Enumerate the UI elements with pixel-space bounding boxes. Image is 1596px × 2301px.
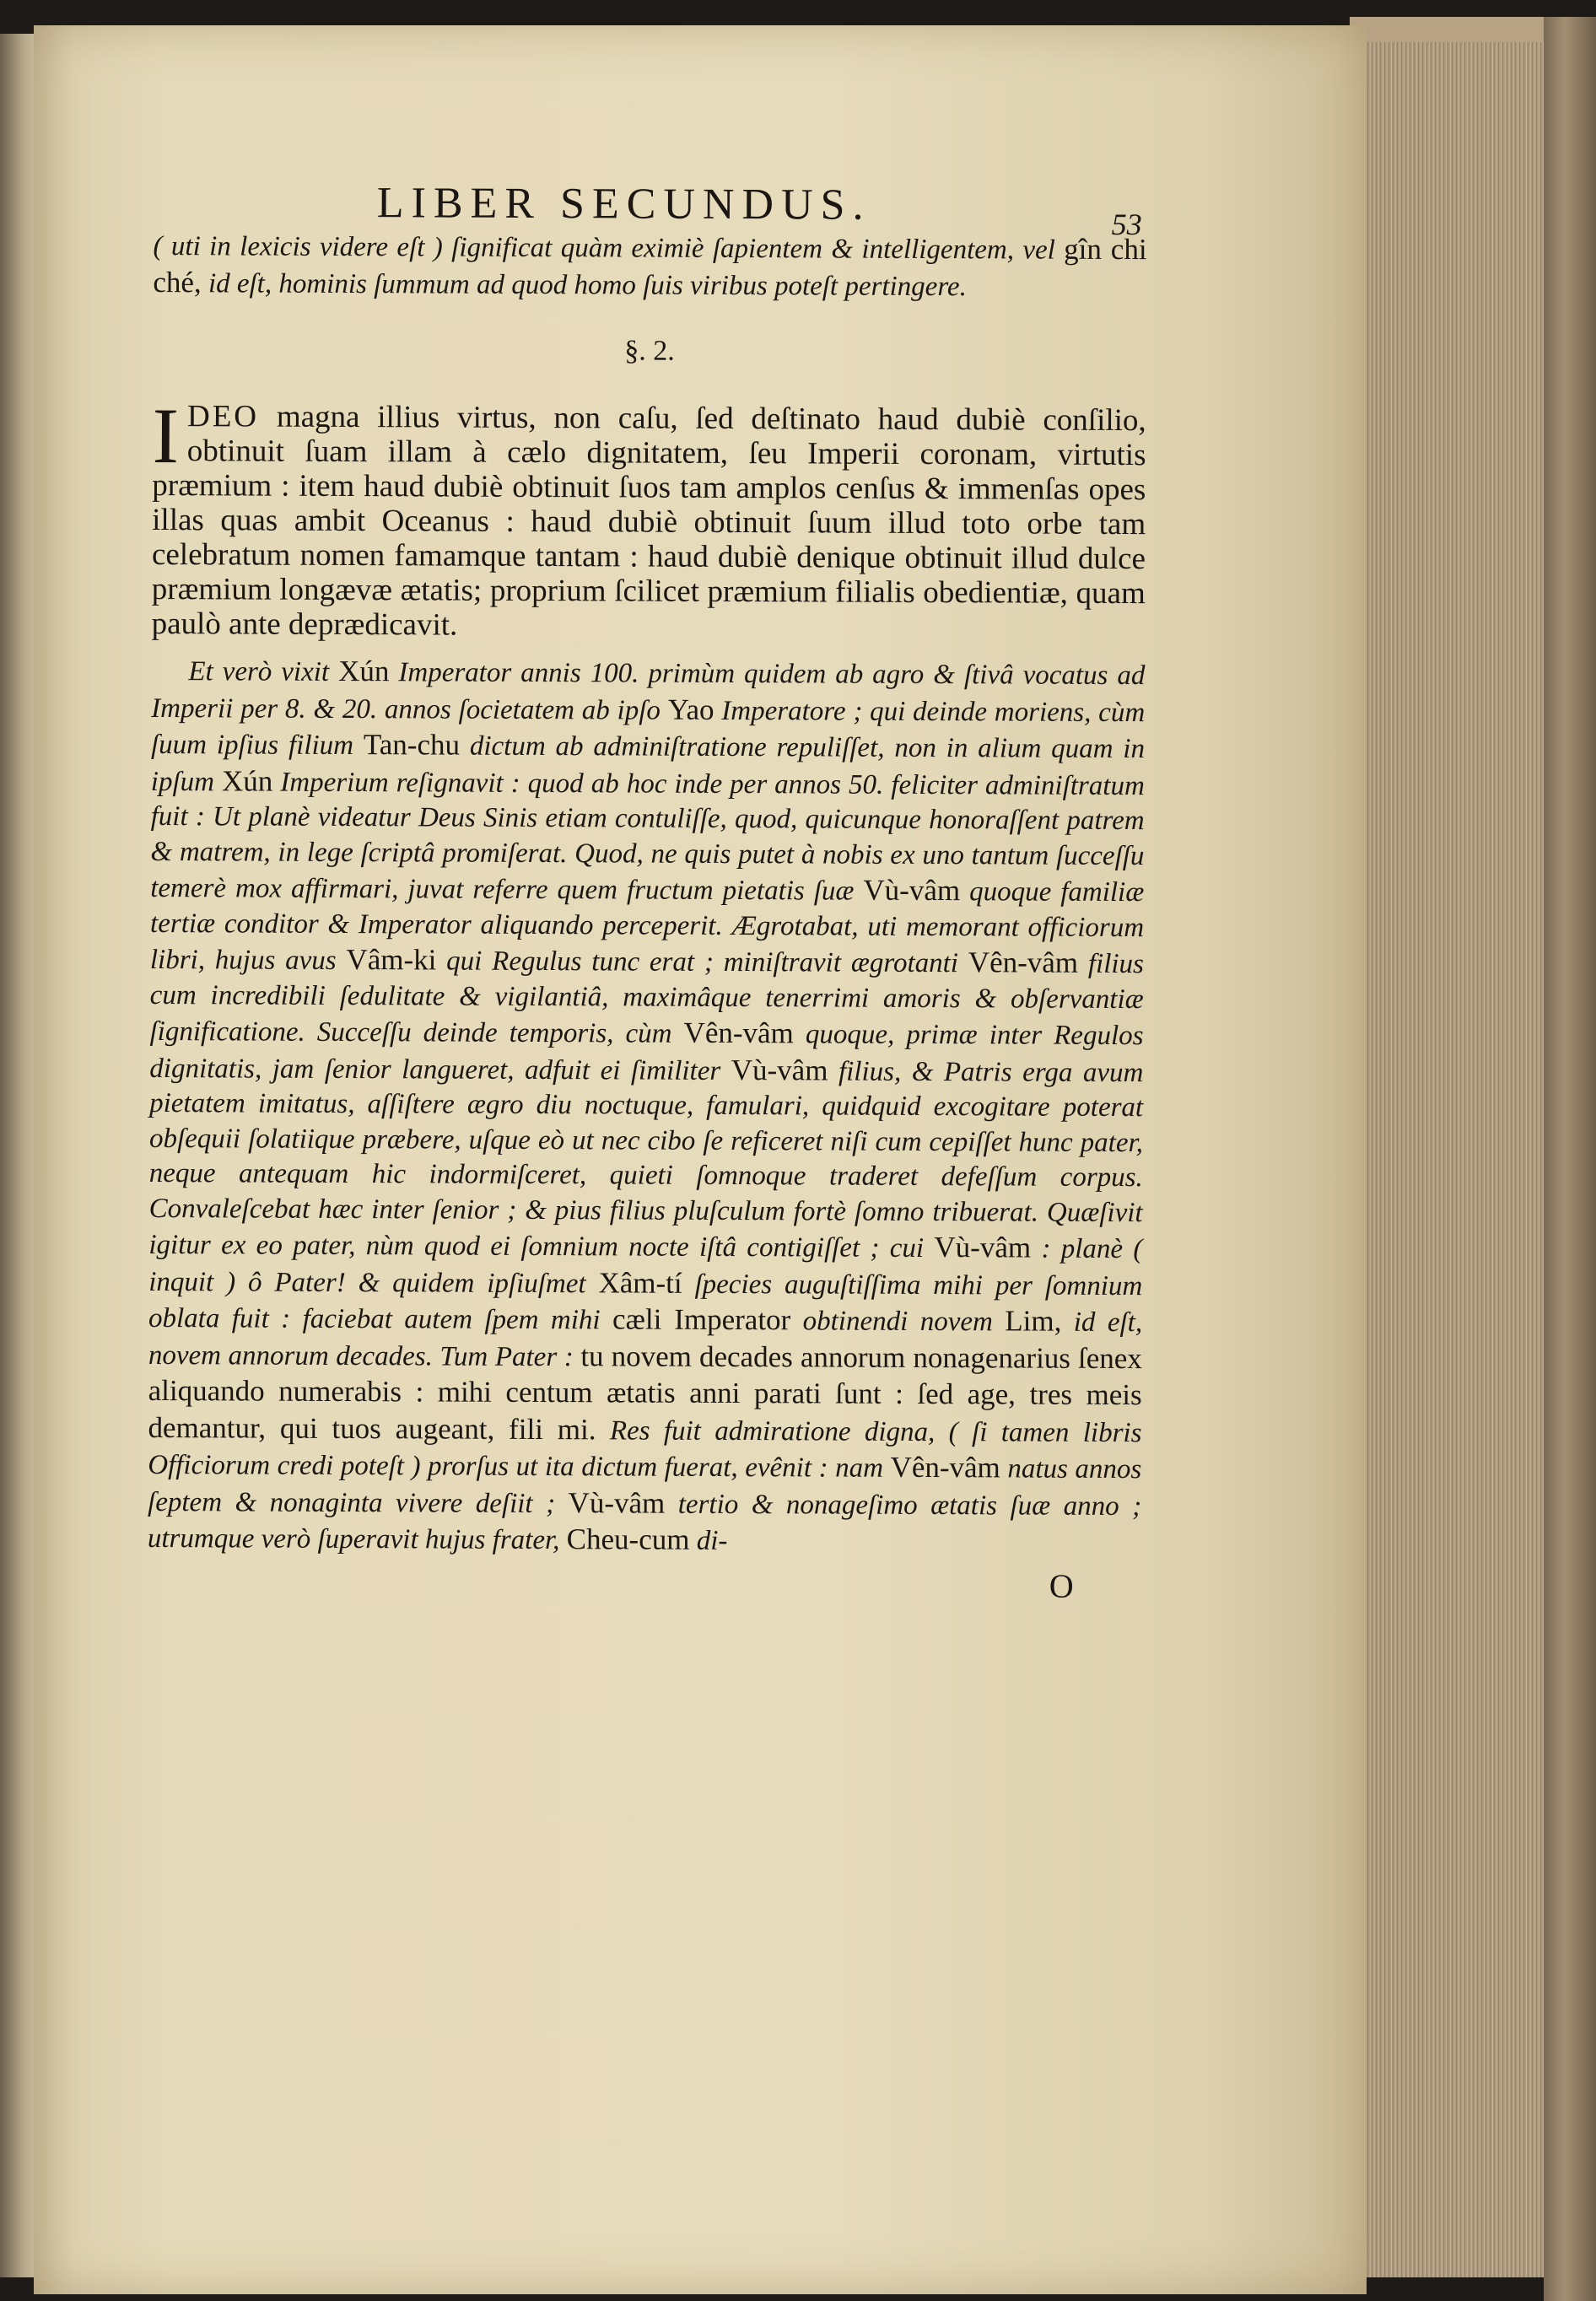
chinese-name: Xún xyxy=(338,654,390,688)
chinese-name: Xún xyxy=(221,763,273,798)
chinese-name: Tan-chu xyxy=(363,728,461,762)
text-run: Et verò vixit xyxy=(188,656,330,687)
chinese-name: Vên-vâm xyxy=(890,1450,1000,1485)
text-run: tertio & nonageſimo ætatis ſuæ anno ; utrumque verò ſuperavit hujus frater, xyxy=(147,1489,1142,1556)
chinese-name: Xâm-tí xyxy=(598,1265,682,1300)
chinese-name: Vù-vâm xyxy=(934,1231,1032,1264)
chinese-name: Vù-vâm xyxy=(568,1485,666,1520)
text-run: obtinendi novem xyxy=(802,1306,993,1338)
roman-phrase: cæli Imperator xyxy=(612,1302,791,1337)
chinese-name: Vên-vâm xyxy=(968,946,1079,979)
initial-caps: DEO xyxy=(186,399,260,434)
text-run: Imperator annis 100. primùm quidem ab agro & ſtivâ vocatus ad Imperii per 8. & 20. annos ſocietatem ab ipſo xyxy=(151,657,1146,726)
text-run: Imperatore ; qui deinde moriens, cùm ſuum ipſius filium xyxy=(150,695,1146,762)
continuation-text: id eſt, hominis ſummum ad quod homo ſuis viribus poteſt pertingere. xyxy=(208,267,967,302)
text-run: id eſt, novem annorum decades. Tum Pater : xyxy=(148,1307,1143,1372)
chinese-name: Vên-vâm xyxy=(683,1016,794,1050)
text-block xyxy=(148,169,1147,1606)
paragraph-1-body: magna illius virtus, non caſu, ſed deſtinato haud dubiè conſilio, obtinuit ſuam illam à cælo dignitatem, ſeu Imperii coronam, virtutis præmium : item haud dubiè obtinuit ſuos tam amplos cenſus & immenſas opes illas quas ambit Oceanus : haud dubiè obtinuit ſuum illud toto orbe tam celebratum nomen famamque tantam : haud dubiè denique obtinuit illud dulce præmium longævæ ætatis; proprium ſcilicet præmium filialis obedientiæ, quam paulò ante deprædicavit. xyxy=(151,399,1146,643)
chinese-name: Vâm-ki xyxy=(346,943,437,977)
text-run: filius cum incredibili ſedulitate & vigilantiâ, maximâque tenerrimi amoris & obſervantiæ ſignificatione. Succeſſu deinde temporis, cùm xyxy=(149,948,1145,1049)
roman-phrase: tu novem decades annorum nonagenarius ſenex aliquando numerabis : mihi centum ætatis anni parati ſunt : ſed age, tres meis demantur, qui tuos augeant, fili mi. xyxy=(148,1339,1142,1446)
section-mark: §. 2. xyxy=(624,335,675,367)
page-number: 53 xyxy=(1111,207,1142,242)
catchword: O xyxy=(1049,1566,1074,1605)
chinese-name: Yao xyxy=(667,692,714,726)
text-run: ſpecies auguſtiſſima mihi per ſomnium oblata fuit : faciebat autem ſpem mihi xyxy=(148,1269,1143,1336)
text-run: : planè ( inquit ) ô Pater! & quidem ipſiuſmet xyxy=(148,1233,1143,1299)
chinese-name: Vù-vâm xyxy=(731,1053,828,1086)
text-run: Res fuit admiratione digna, ( ſi tamen libris Officiorum credi poteſt ) prorſus ut ita dictum fuerat, evênit : nam xyxy=(148,1415,1142,1484)
fore-edge xyxy=(1350,42,1555,2277)
text-run: di- xyxy=(696,1525,728,1556)
chinese-name: Vù-vâm xyxy=(863,873,961,908)
text-run: quoque, primæ inter Regulos dignitatis, jam ſenior langueret, adfuit ei ſimiliter xyxy=(149,1019,1144,1086)
paragraph-1 xyxy=(151,391,1146,645)
running-title: LIBER SECUNDUS. xyxy=(376,179,871,229)
chinese-term: gîn chi ché, xyxy=(153,232,1147,299)
paragraph-2 xyxy=(148,653,1146,1561)
cover-board xyxy=(1544,17,1596,2301)
continuation-text: ( uti in lexicis videre eſt ) ſignificat quàm eximiè ſapientem & intelligentem, vel xyxy=(153,230,1055,266)
drop-cap: I xyxy=(152,391,180,481)
continuation-paragraph xyxy=(153,228,1146,305)
text-run: quoque familiæ tertiæ conditor & Imperator aliquando perceperit. Ægrotabat, uti memorant officiorum libri, hujus avus xyxy=(149,876,1145,976)
text-run: filius, & Patris erga avum pietatem imitatus, aſſiſtere ægro diu noctuque, famulari, quidquid excogitare poterat obſequii ſolatiique præbere, uſque eò ut nec cibo ſe reficeret niſi cum cepiſſet hunc pater, neque antequam hic indormiſceret, quieti ſomnoque traderet defeſſum corpus. Convaleſcebat hæc inter ſenior ; & pius filius pluſculum fortè ſomno tribuerat. Quæſivit igitur ex eo pater, nùm quod ei ſomnium nocte iſtâ contigiſſet ; cui xyxy=(148,1056,1144,1264)
text-run: qui Regulus tunc erat ; miniſtravit ægrotanti xyxy=(446,946,959,979)
chinese-name: Cheu-cum xyxy=(566,1522,690,1556)
text-run: natus annos ſeptem & nonaginta vivere deſiit ; xyxy=(148,1453,1142,1519)
text-run: Imperium reſignavit : quod ab hoc inde per annos 50. feliciter adminiſtratum fuit : Ut planè videatur Deus Sinis etiam contuliſſe, quod, quicunque honoraſſent patrem & matrem, in lege ſcriptâ promiſerat. Quod, ne quis putet à nobis ex uno tantum ſucceſſu temerè mox affirmari, juvat referre quem fructum pietatis ſuæ xyxy=(150,767,1145,907)
chinese-name: Lim, xyxy=(1005,1304,1062,1338)
text-run: dictum ab adminiſtratione repuliſſet, non in alium quam in ipſum xyxy=(150,730,1146,797)
running-head xyxy=(154,169,1147,242)
